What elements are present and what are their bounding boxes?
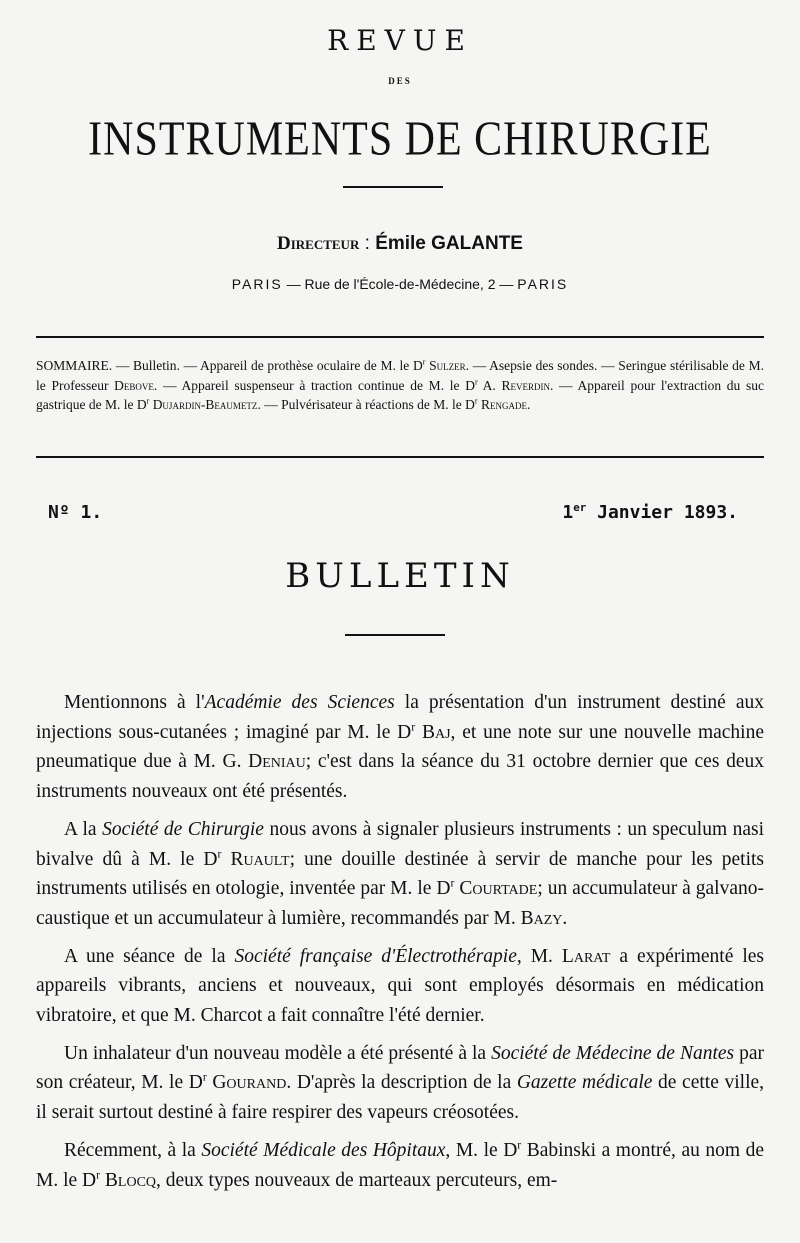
sommaire-bottom-rule	[36, 456, 764, 458]
director-separator: :	[359, 233, 376, 254]
article-body	[36, 688, 764, 1203]
address-line	[0, 276, 800, 292]
paragraph-4: Un inhalateur d'un nouveau modèle a été présenté à la Société de Médecine de Nantes par son créateur, M. le $D^r$ Gourand. D'après la description de la Gazette médicale de cette ville, il serait surtout destiné à faire respirer des vapeurs créosotées.	[36, 1042, 765, 1124]
issue-number: Nº 1.	[48, 502, 103, 523]
director-name: Émile GALANTE	[375, 233, 523, 254]
sommaire: SOMMAIRE. — Bulletin. — Appareil de prothèse oculaire de M. le $D^r$ Sulzer. — Asepsie des sondes. — Seringue stérilisable de M. le Professeur Debove. — Appareil suspenseur à traction continue de M. le $D^r$ A. Reverdin. — Appareil pour l'extraction du suc gastrique de M. le $D^r$ Dujardin-Beaumetz. — Pulvérisateur à réactions de M. le $D^r$ Rengade.	[36, 357, 764, 412]
title-divider	[343, 186, 443, 188]
masthead-revue: REVUE	[327, 24, 473, 57]
sommaire-top-rule	[36, 336, 764, 338]
address-city-right: PARIS	[517, 276, 569, 292]
address-street: — Rue de l'École-de-Médecine, 2 —	[282, 276, 518, 292]
paragraph-5: Récemment, à la Société Médicale des Hôpitaux, M. le $D^r$ Babinski a montré, au nom de M. le $D^r$ Blocq, deux types nouveaux de marteaux percuteurs, em-	[36, 1138, 765, 1191]
issue-date: 1er Janvier 1893.	[562, 501, 738, 523]
section-title: BULLETIN	[285, 556, 515, 596]
director-line	[0, 233, 800, 255]
director-label: Directeur	[276, 233, 360, 254]
paragraph-1: Mentionnons à l'Académie des Sciences la présentation d'un instrument destiné aux injections sous-cutanées ; imaginé par M. le $D^r$ Baj, et une note sur une nouvelle machine pneumatique due à M. G. Deniau; c'est dans la séance du 31 octobre dernier que ces deux instruments nouveaux ont été présentés.	[36, 692, 765, 803]
section-divider	[345, 634, 445, 636]
journal-title: INSTRUMENTS DE CHIRURGIE	[88, 113, 712, 167]
paragraph-2: A la Société de Chirurgie nous avons à signaler plusieurs instruments : un speculum nasi bivalve dû à M. le $D^r$ Ruault; une douille destinée à servir de manche pour les petits instruments utilisés en otologie, inventée par M. le $D^r$ Courtade; un accumulateur à galvano-caustique et un accumulateur à lumière, recommandés par M. Bazy.	[36, 818, 765, 929]
paragraph-3: A une séance de la Société française d'Électrothérapie, M. Larat a expérimenté les appareils vibrants, anciens et nouveaux, qui sont employés désormais en médication vibratoire, et que M. Charcot a fait connaître l'été dernier.	[36, 945, 765, 1027]
address-city-left: PARIS	[231, 276, 283, 292]
masthead-des: DES	[388, 76, 412, 86]
